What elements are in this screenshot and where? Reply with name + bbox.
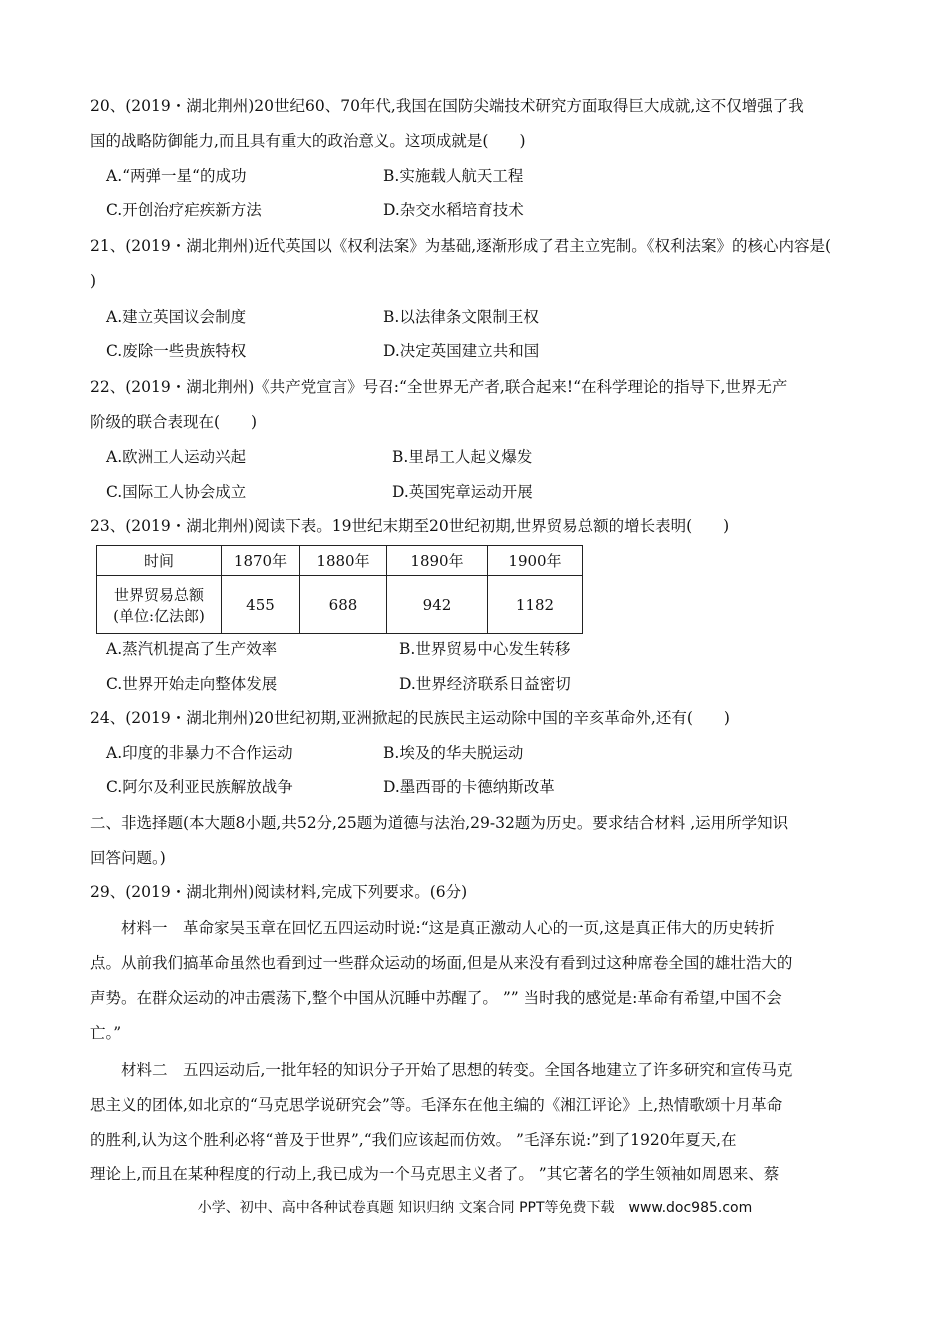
section2-heading-line2: 回答问题。) bbox=[90, 849, 166, 867]
table-header-cell: 时间 bbox=[97, 546, 222, 576]
q21-option-d: D.决定英国建立共和国 bbox=[383, 342, 540, 360]
table-cell: 1182 bbox=[488, 576, 583, 634]
q22-option-a: A.欧洲工人运动兴起 bbox=[106, 448, 247, 466]
material2-line3: 的胜利,认为这个胜利必将“普及于世界”,“我们应该起而仿效。 ”毛泽东说:”到了1920年夏天,在 bbox=[90, 1131, 737, 1149]
q23-option-d: D.世界经济联系日益密切 bbox=[399, 675, 571, 693]
table-row bbox=[97, 576, 583, 634]
q22-option-c: C.国际工人协会成立 bbox=[106, 483, 247, 501]
q21-option-b: B.以法律条文限制王权 bbox=[383, 308, 539, 326]
q22-stem-line1: 22、(2019・湖北荆州)《共产党宣言》号召:“全世界无产者,联合起来!“在科学理论的指导下,世界无产 bbox=[90, 378, 788, 396]
q20-option-a: A.“两弹一星“的成功 bbox=[106, 167, 247, 185]
row-label-line1: 世界贸易总额 bbox=[113, 585, 204, 604]
trade-table bbox=[96, 545, 583, 634]
q20-stem-line2: 国的战略防御能力,而且具有重大的政治意义。这项成就是( ) bbox=[90, 132, 526, 150]
section2-heading-line1: 二、非选择题(本大题8小题,共52分,25题为道德与法治,29-32题为历史。要求结合材料 ,运用所学知识 bbox=[90, 814, 789, 832]
material1-line1: 材料一 革命家吴玉章在回忆五四运动时说:“这是真正激动人心的一页,这是真正伟大的历史转折 bbox=[90, 919, 775, 937]
table-row-label bbox=[97, 576, 222, 634]
table-header-row bbox=[97, 546, 583, 576]
table-header-cell: 1900年 bbox=[488, 546, 583, 576]
material2-line2: 思主义的团体,如北京的“马克思学说研究会”等。毛泽东在他主编的《湘江评论》上,热情歌颂十月革命 bbox=[90, 1096, 783, 1114]
q21-stem-line2: ) bbox=[90, 272, 97, 290]
q20-option-c: C.开创治疗疟疾新方法 bbox=[106, 201, 262, 219]
q24-stem: 24、(2019・湖北荆州)20世纪初期,亚洲掀起的民族民主运动除中国的辛亥革命外,还有( ) bbox=[90, 709, 730, 727]
table-header-cell: 1870年 bbox=[222, 546, 300, 576]
q23-option-b: B.世界贸易中心发生转移 bbox=[399, 640, 571, 658]
material1-line3: 声势。在群众运动的冲击震荡下,整个中国从沉睡中苏醒了。 ”” 当时我的感觉是:革命有希望,中国不会 bbox=[90, 989, 782, 1007]
table-cell: 688 bbox=[300, 576, 387, 634]
q20-option-d: D.杂交水稻培育技术 bbox=[383, 201, 524, 219]
q20-option-b: B.实施载人航天工程 bbox=[383, 167, 524, 185]
q20-stem-line1: 20、(2019・湖北荆州)20世纪60、70年代,我国在国防尖端技术研究方面取得巨大成就,这不仅增强了我 bbox=[90, 97, 804, 115]
q24-option-a: A.印度的非暴力不合作运动 bbox=[106, 744, 293, 762]
table-cell: 455 bbox=[222, 576, 300, 634]
table-header-cell: 1880年 bbox=[300, 546, 387, 576]
page-footer: 小学、初中、高中各种试卷真题 知识归纳 文案合同 PPT等免费下载 www.doc985.com bbox=[197, 1200, 753, 1216]
q22-option-d: D.英国宪章运动开展 bbox=[392, 483, 533, 501]
q23-option-a: A.蒸汽机提高了生产效率 bbox=[106, 640, 278, 658]
q22-stem-line2: 阶级的联合表现在( ) bbox=[90, 413, 258, 431]
row-label-line2: (单位:亿法郎) bbox=[113, 606, 205, 625]
q24-option-c: C.阿尔及利亚民族解放战争 bbox=[106, 778, 293, 796]
q21-stem-line1: 21、(2019・湖北荆州)近代英国以《权利法案》为基础,逐渐形成了君主立宪制。《权利法案》的核心内容是( bbox=[90, 237, 831, 255]
q29-stem: 29、(2019・湖北荆州)阅读材料,完成下列要求。(6分) bbox=[90, 883, 468, 901]
q21-option-c: C.废除一些贵族特权 bbox=[106, 342, 247, 360]
table-header-cell: 1890年 bbox=[387, 546, 488, 576]
material2-line4: 理论上,而且在某种程度的行动上,我已成为一个马克思主义者了。 ”其它著名的学生领袖如周恩来、蔡 bbox=[90, 1165, 780, 1183]
q24-option-b: B.埃及的华夫脱运动 bbox=[383, 744, 524, 762]
q23-stem: 23、(2019・湖北荆州)阅读下表。19世纪末期至20世纪初期,世界贸易总额的增长表明( ) bbox=[90, 517, 730, 535]
q24-option-d: D.墨西哥的卡德纳斯改革 bbox=[383, 778, 555, 796]
material1-line2: 点。从前我们搞革命虽然也看到过一些群众运动的场面,但是从来没有看到过这种席卷全国的雄壮浩大的 bbox=[90, 954, 793, 972]
q21-option-a: A.建立英国议会制度 bbox=[106, 308, 247, 326]
q23-option-c: C.世界开始走向整体发展 bbox=[106, 675, 278, 693]
material1-line4: 亡。” bbox=[90, 1024, 122, 1042]
q22-option-b: B.里昂工人起义爆发 bbox=[392, 448, 533, 466]
material2-line1: 材料二 五四运动后,一批年轻的知识分子开始了思想的转变。全国各地建立了许多研究和宣传马克 bbox=[90, 1061, 793, 1079]
table-cell: 942 bbox=[387, 576, 488, 634]
